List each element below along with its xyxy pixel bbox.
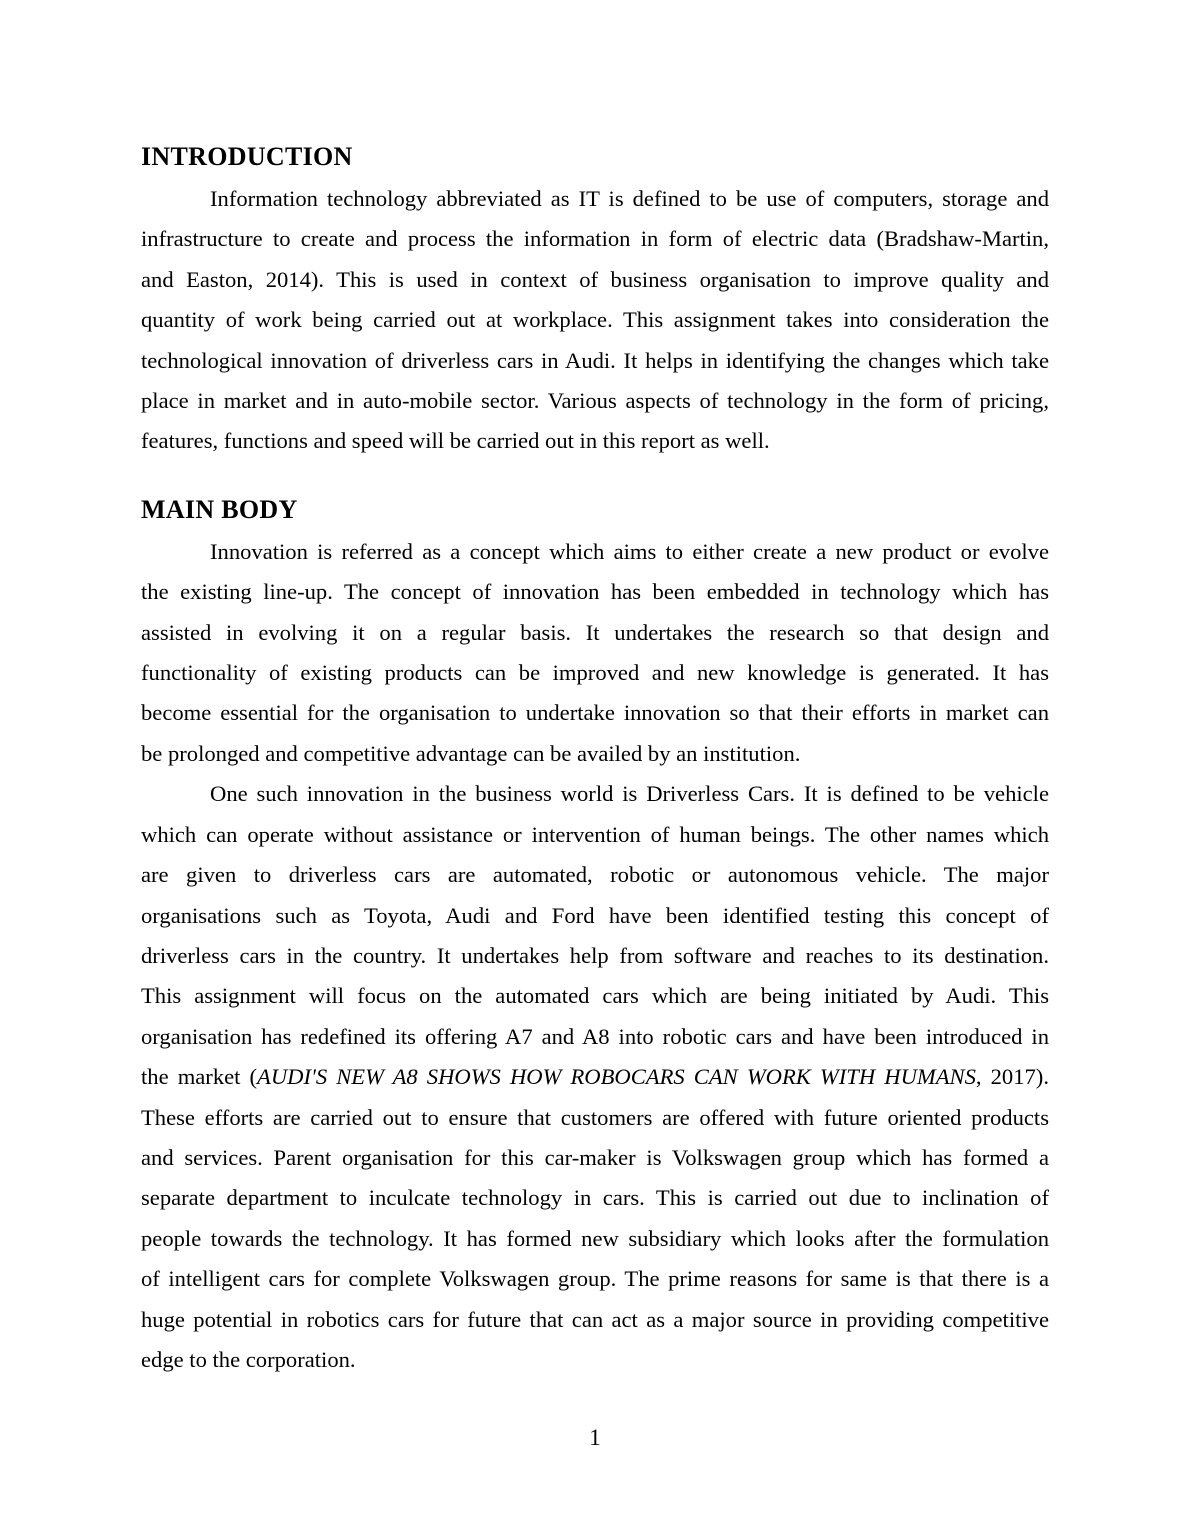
paragraph [141,532,1049,774]
text-line [141,1178,1049,1218]
text-segment: of intelligent cars for complete Volkswagen group. The prime reasons for same is that there is a [141,1266,1049,1292]
text-segment: separate department to inculcate technology in cars. This is carried out due to inclination of [141,1185,1049,1211]
text-segment: organisation has redefined its offering A7 and A8 into robotic cars and have been introduced in [141,1023,1049,1049]
text-line [141,532,1049,572]
text-segment: These efforts are carried out to ensure that customers are offered with future oriented products [141,1104,1049,1130]
text-line [141,613,1049,653]
text-line [141,693,1049,733]
text-segment: organisations such as Toyota, Audi and Ford have been identified testing this concept of [141,902,1049,928]
text-line [141,1138,1049,1178]
section [141,493,1049,1381]
text-segment: driverless cars in the country. It undertakes help from software and reaches to its destination. [141,942,1049,968]
text-segment: infrastructure to create and process the information in form of electric data (Bradshaw-Martin, [141,226,1049,252]
text-segment: be prolonged and competitive advantage can be availed by an institution. [141,740,801,766]
text-segment: Innovation is referred as a concept which aims to either create a new product or evolve [210,538,1049,564]
text-line [141,855,1049,895]
text-segment: Information technology abbreviated as IT is defined to be use of computers, storage and [210,186,1049,211]
text-line [141,219,1049,259]
text-segment: and services. Parent organisation for this car-maker is Volkswagen group which has formed a [141,1144,1049,1170]
text-line [141,734,1049,774]
text-segment: quantity of work being carried out at workplace. This assignment takes into consideration the [141,307,1049,333]
paragraph [141,179,1049,462]
text-line [141,1098,1049,1138]
text-segment: technological innovation of driverless cars in Audi. It helps in identifying the changes which take [141,347,1049,373]
text-line [141,179,1049,219]
text-line [141,1259,1049,1299]
text-line [141,381,1049,421]
text-line [141,1219,1049,1259]
text-line [141,976,1049,1016]
page-number: 1 [589,1425,601,1450]
text-line [141,300,1049,340]
text-line [141,341,1049,381]
text-segment: and Easton, 2014). This is used in context of business organisation to improve quality and [141,266,1049,292]
text-segment: are given to driverless cars are automated, robotic or autonomous vehicle. The major [141,862,1049,888]
text-segment: the market ( [141,1064,258,1090]
text-segment: , 2017). [975,1064,1049,1090]
text-line [141,421,1049,461]
text-line [141,653,1049,693]
text-segment: which can operate without assistance or intervention of human beings. The other names which [141,821,1049,847]
text-segment: the existing line-up. The concept of innovation has been embedded in technology which has [141,579,1049,605]
text-line [141,936,1049,976]
text-segment: huge potential in robotics cars for future that can act as a major source in providing competitive [141,1306,1049,1332]
text-line [141,1300,1049,1340]
text-line [141,896,1049,936]
section-heading: INTRODUCTION [141,142,353,171]
text-line [141,1017,1049,1057]
text-line [141,1340,1049,1380]
document-content [141,140,1049,1380]
text-segment: features, functions and speed will be carried out in this report as well. [141,428,770,454]
text-segment: One such innovation in the business world is Driverless Cars. It is defined to be vehicle [210,781,1049,807]
text-segment: people towards the technology. It has formed new subsidiary which looks after the formulation [141,1225,1049,1251]
text-segment: assisted in evolving it on a regular basis. It undertakes the research so that design and [141,619,1049,645]
italic-text-segment: AUDI'S NEW A8 SHOWS HOW ROBOCARS CAN WORK WITH HUMANS [257,1064,976,1090]
section [141,140,1049,462]
text-line [141,815,1049,855]
section-heading: MAIN BODY [141,494,298,524]
text-line [141,260,1049,300]
text-segment: become essential for the organisation to undertake innovation so that their efforts in market can [141,700,1049,726]
text-segment: place in market and in auto-mobile sector. Various aspects of technology in the form of pricing, [141,388,1049,414]
text-line [141,1057,1049,1097]
text-segment: edge to the corporation. [141,1346,356,1372]
text-line [141,572,1049,612]
text-line [141,774,1049,814]
text-segment: This assignment will focus on the automated cars which are being initiated by Audi. This [141,983,1049,1009]
paragraph [141,774,1049,1380]
text-segment: functionality of existing products can be improved and new knowledge is generated. It has [141,660,1049,686]
